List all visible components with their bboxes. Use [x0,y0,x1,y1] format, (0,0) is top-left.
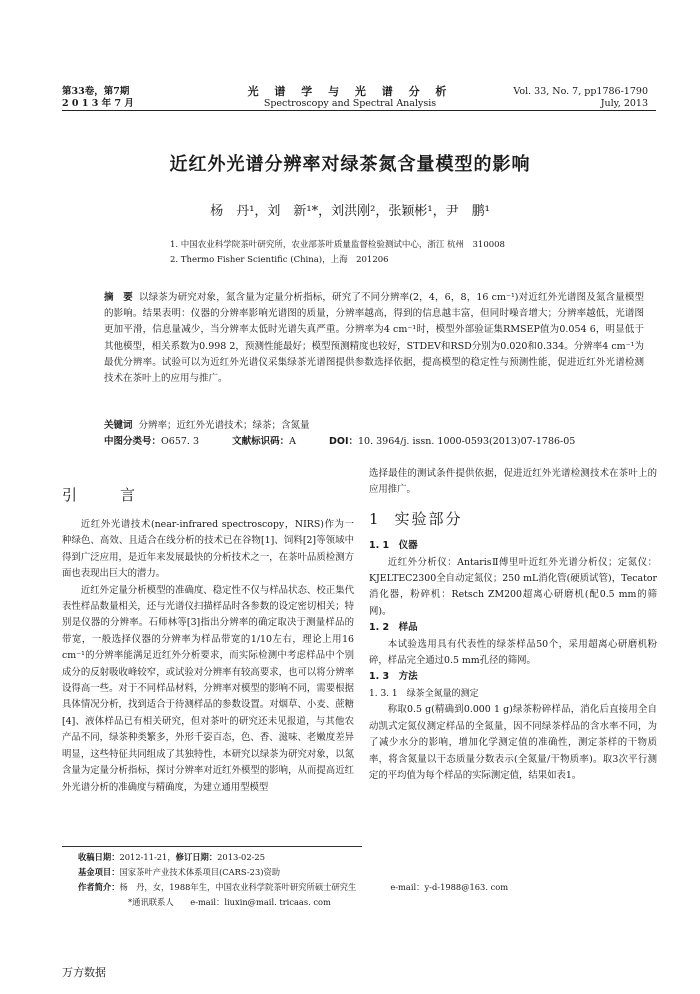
keywords-text: 分辨率；近红外光谱技术；绿茶；含氮量 [138,420,310,431]
header-volume: 第33卷，第7期 2 0 1 3 年 7 月 [62,86,134,109]
subsection-1-3-1: 1. 3. 1 绿茶全氮量的测定 [369,688,479,699]
clc-value: O657. 3 [161,436,200,447]
abstract-text: 以绿茶为研究对象，氮含量为定量分析指标，研究了不同分辨率(2，4，6，8，16 cm⁻¹)对近红外光谱图及氮含量模型的影响。结果表明：仪器的分辨率影响光谱图的质量，分辨率越高，得到的信息越丰富，但同时噪音增大；分辨率越低，光谱图更加平滑，信息量减少，当分辨率太低时光谱失真严重。分辨率为4 cm⁻¹时，模型外部验证集RMSEP值为0.054 6，明显低于其他模型，相关系数为0.998 2，预测性能最好；模型预测精度也较好，STDEV和RSD分别为0.020和0.334。分辨率4 cm⁻¹为最优分辨率。试验可以为近红外光谱仪采集绿茶光谱图提供参数选择依据，提高模型的稳定性与预测性能，促进近红外光谱检测技术在茶叶上的应用与推广。 [104,292,644,385]
doi-value: 10. 3964/j. issn. 1000-0593(2013)07-1786-05 [357,436,576,447]
clc-label: 中图分类号： [104,436,162,447]
subsection-1-1: 1. 1 仪器 [369,540,418,552]
doi-label: DOI： [328,436,358,447]
footnotes: 收稿日期：2012-11-21，修订日期：2013-02-25 基金项目：国家茶叶产业技术体系项目(CARS-23)资助 作者简介：杨 丹，女，1988年生，中国农业科学院茶叶研究所硕士研究生 e-mail：y-d-1988@163. com *通讯联系人 e-mail：liuxin@mail. tricaas. com [78,850,678,910]
corresponding-author: *通讯联系人 e-mail：liuxin@mail. tricaas. com [128,897,331,907]
keywords-label: 关键词 [104,420,133,431]
affiliations [170,238,630,268]
abstract [104,290,644,387]
header-pages: Vol. 33, No. 7, pp1786-1790 July, 2013 [513,86,648,109]
intro-continuation: 选择最佳的测试条件提供依据，促进近红外光谱检测技术在茶叶上的应用推广。 [369,468,657,496]
header-journal: 光 谱 学 与 光 谱 分 析 Spectroscopy and Spectral Analysis [247,85,453,109]
keywords-block [104,418,644,450]
doc-code-value: A [289,436,296,447]
affiliation-1: 1. 中国农业科学院茶叶研究所，农业部茶叶质量监督检验测试中心，浙江 杭州 310008 [170,240,505,250]
nitrogen-method-text: 称取0.5 g(精确到0.000 1 g)绿茶粉碎样品，消化后直接用全自动凯式定氮仪测定样品的全氮量，因不同绿茶样品的含水率不同，为了减少水分的影响，增加化学测定值的准确性，测定茶样的干物质率，将含氮量以干态质量分数表示(全氮量/干物质率)。取3次平行测定的平均值为每个样品的实际测定值，结果如表1。 [369,704,657,781]
abstract-label: 摘 要 [104,292,133,303]
intro-heading: 引 言 [62,486,150,504]
affiliation-2: 2. Thermo Fisher Scientific (China)，上海 201206 [170,255,389,265]
authors: 杨 丹¹，刘 新¹*，刘洪刚²，张颖彬¹，尹 鹏¹ [210,204,490,219]
sample-text: 本试验选用具有代表性的绿茶样品50个，采用超离心研磨机粉碎，样品完全通过0.5 mm孔径的筛网。 [369,638,657,667]
intro-paragraph-2: 近红外定量分析模型的准确度、稳定性不仅与样品状态、校正集代表性样品数量相关，还与光谱仪扫描样品时各参数的设定密切相关；特别是仪器的分辨率。石师林等[3]指出分辨率的确定取决于测量样品的带宽，一般选择仪器的分辨率为样品带宽的1/10左右，理论上用16 cm⁻¹的分辨率能满足近红外分析要求，而实际检测中考虑样品中个别成分的反射吸收峰较窄，或试验对分辨率有较高要求，也可以将分辨率设得高一些。对于不同样品材料，分辨率对模型的影响不同，需要根据具体情况分析，找到适合于待测样品的参数设置。对烟草、小麦、蔗糖[4]、液体样品已有相关研究，但对茶叶的研究还未见报道，与其他农产品不同，绿茶种类繁多，外形千姿百态，色、香、滋味、老嫩度差异明显，这些特征共同组成了其独特性，本研究以绿茶为研究对象，以氮含量为定量分析指标，探讨分辨率对近红外模型的影响，从而提高近红外光谱分析的准确度与精确度，为建立通用型模型 [62,584,354,793]
right-column [369,466,657,784]
instrument-text: 近红外分析仪：AntarisⅡ傅里叶近红外光谱分析仪；定氮仪：KJELTEC2300全自动定氮仪；250 mL消化管(硬质试管)，Tecator消化器，粉碎机：Retsch ZM200超离心研磨机(配0.5 mm的筛网)。 [369,556,657,617]
doc-code-label: 文献标识码： [232,436,290,447]
header-rule [62,110,656,111]
section-1-heading: 1 实验部分 [369,509,463,528]
watermark: 万方数据 [62,966,106,979]
left-column [62,517,354,796]
subsection-1-2: 1. 2 样品 [369,622,418,634]
footnote-rule [62,846,362,847]
intro-paragraph-1: 近红外光谱技术(near-infrared spectroscopy，NIRS)作为一种绿色、高效、且适合在线分析的技术已在谷物[1]、饲料[2]等领域中得到广泛应用，是近年来发展最快的分析技术之一，在茶叶品质检测方面也表现出巨大的潜力。 [62,519,354,580]
paper-title: 近红外光谱分辨率对绿茶氮含量模型的影响 [169,154,531,175]
subsection-1-3: 1. 3 方法 [369,671,418,683]
